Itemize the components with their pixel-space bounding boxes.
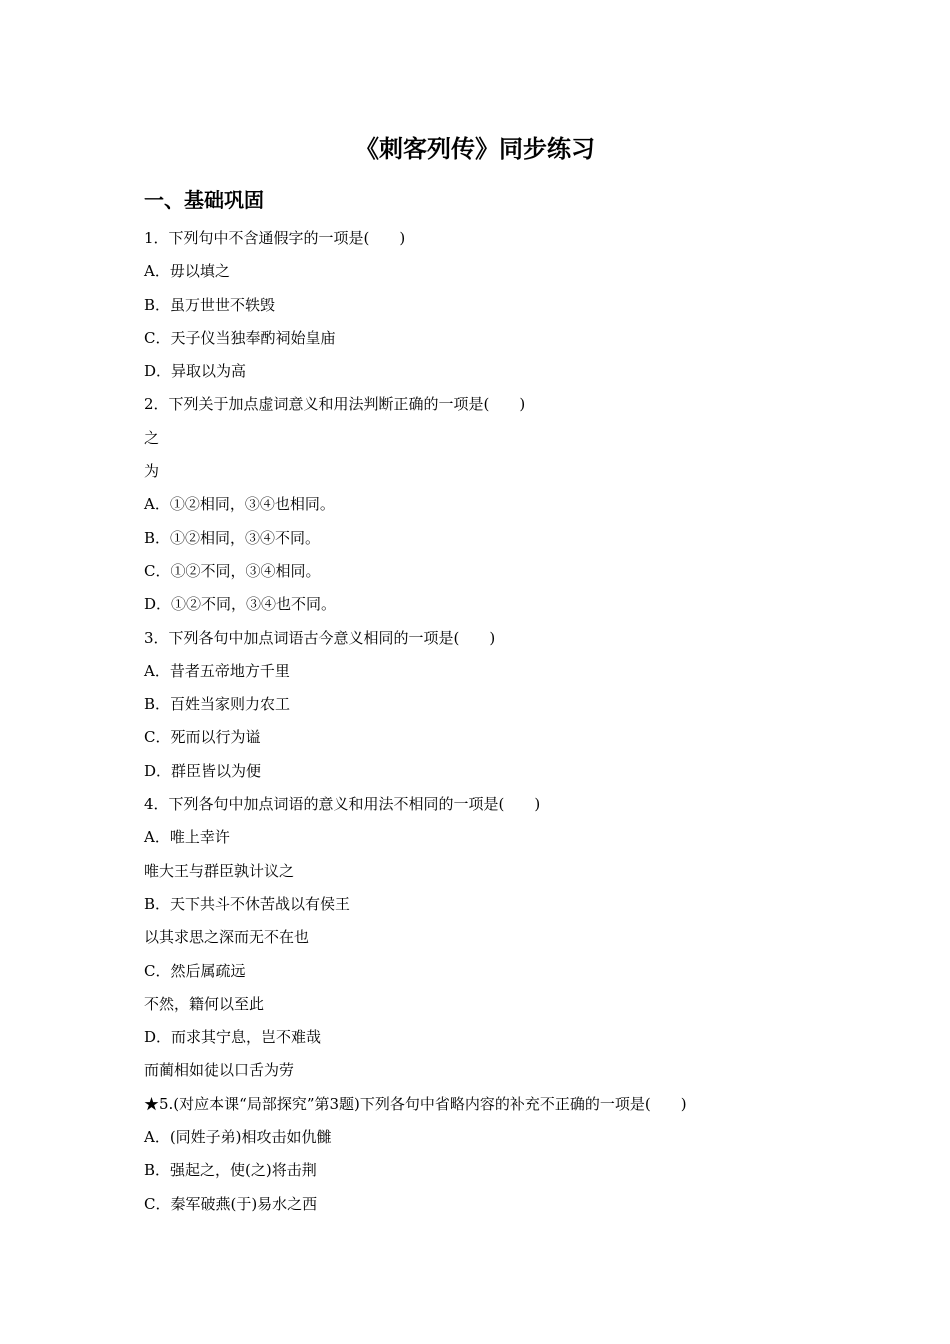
question-5-option-a: A．(同姓子弟)相攻击如仇雠 — [144, 1128, 332, 1147]
question-2-stem: 2．下列关于加点虚词意义和用法判断正确的一项是( ) — [144, 395, 526, 414]
question-4-option-a: A．唯上幸许 — [144, 828, 230, 847]
question-3-option-d: D．群臣皆以为便 — [144, 761, 262, 780]
question-1-option-c: C．天子仪当独奉酌祠始皇庙 — [144, 328, 336, 347]
document-title: 《刺客列传》同步练习 — [355, 134, 595, 163]
question-5-option-c: C．秦军破燕(于)易水之西 — [144, 1194, 318, 1213]
question-4-stem: 4．下列各句中加点词语的意义和用法不相同的一项是( ) — [144, 795, 541, 814]
question-5-stem: ★5.(对应本课“局部探究”第3题)下列各句中省略内容的补充不正确的一项是( ) — [144, 1094, 687, 1113]
question-4-option-d: D．而求其宁息，岂不难哉 — [144, 1028, 322, 1047]
question-1-option-b: B．虽万世世不轶毁 — [144, 295, 276, 314]
question-4-option-d-pair: 而蔺相如徒以口舌为劳 — [144, 1061, 295, 1080]
question-5-option-b: B．强起之，使(之)将击荆 — [144, 1161, 317, 1180]
question-2-word-zhi: 之 — [144, 428, 160, 447]
question-2-option-a: A．①②相同，③④也相同。 — [144, 495, 335, 514]
question-3-option-a: A．昔者五帝地方千里 — [144, 661, 290, 680]
question-4-option-a-pair: 唯大王与群臣孰计议之 — [144, 861, 295, 880]
question-4-option-c-pair: 不然，籍何以至此 — [144, 994, 265, 1013]
question-2-option-d: D．①②不同，③④也不同。 — [144, 595, 337, 614]
question-4-option-b-pair: 以其求思之深而无不在也 — [144, 928, 310, 947]
question-2-option-c: C．①②不同，③④相同。 — [144, 561, 321, 580]
question-1-option-a: A．毋以填之 — [144, 262, 230, 281]
question-3-option-c: C．死而以行为谥 — [144, 728, 261, 747]
question-4-option-b: B．天下共斗不休苦战以有侯王 — [144, 894, 351, 913]
question-1-stem: 1．下列句中不含通假字的一项是( ) — [144, 229, 406, 247]
question-1-option-d: D．异取以为高 — [144, 362, 247, 381]
section-heading: 一、基础巩固 — [144, 188, 264, 212]
question-2-option-b: B．①②相同，③④不同。 — [144, 528, 321, 547]
question-list — [144, 222, 844, 1221]
question-3-stem: 3．下列各句中加点词语古今意义相同的一项是( ) — [144, 628, 496, 647]
question-4-option-c: C．然后属疏远 — [144, 961, 246, 980]
question-3-option-b: B．百姓当家则力农工 — [144, 695, 291, 714]
question-2-word-wei: 为 — [144, 462, 160, 481]
